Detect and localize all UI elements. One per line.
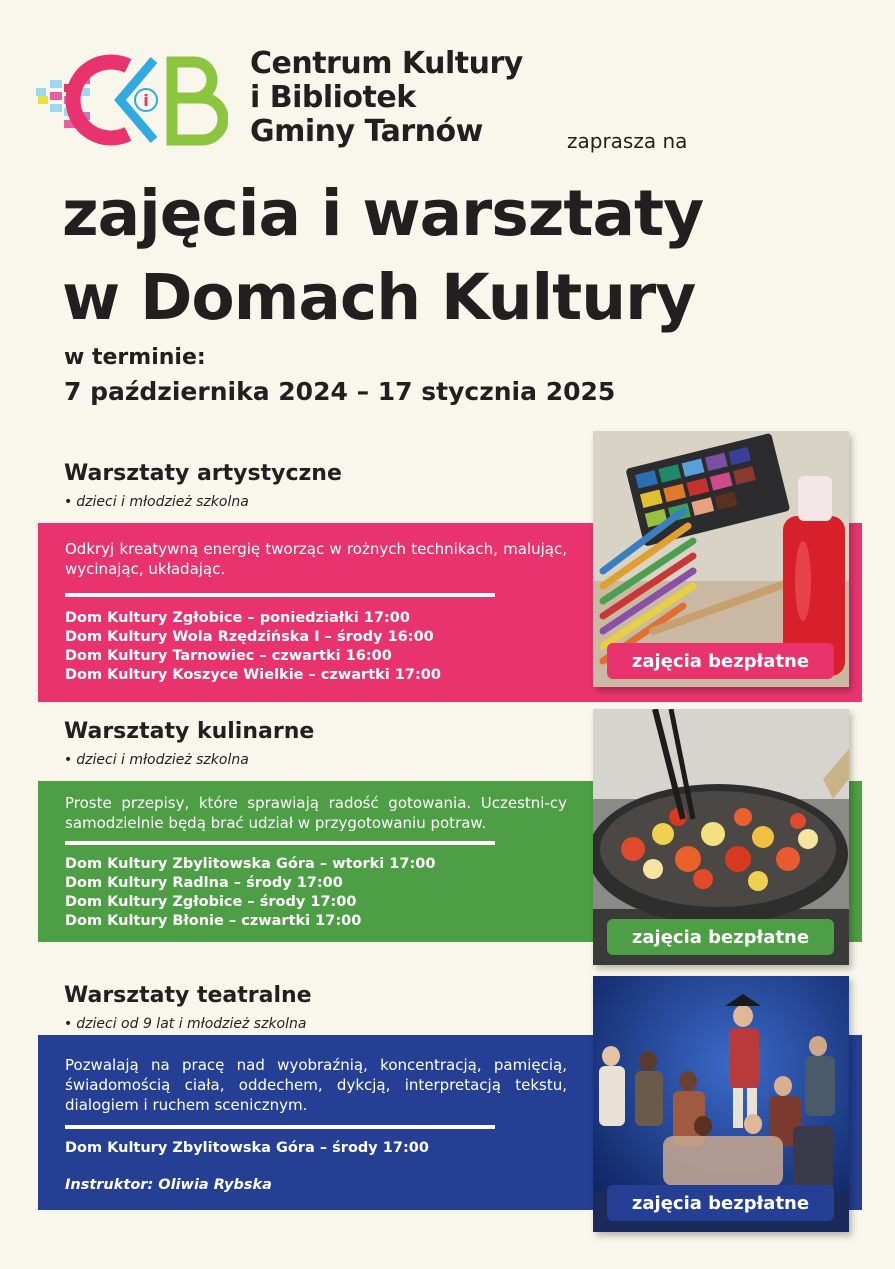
- invites-text: zaprasza na: [567, 129, 688, 153]
- cooking-pan-photo-icon: [593, 709, 849, 965]
- venue-item: Dom Kultury Zgłobice – poniedziałki 17:00: [65, 610, 410, 626]
- section-audience-cooking: • dzieci i młodzież szkolna: [64, 752, 249, 768]
- free-badge: zajęcia bezpłatne: [607, 643, 834, 679]
- venue-item: Dom Kultury Wola Rzędzińska I – środy 16:00: [65, 629, 434, 645]
- theatre-description: Pozwalają na pracę nad wyobraźnią, koncentracją, pamięcią, świadomością ciała, oddechem, dykcją, interpretacją tekstu, dialogiem i ruchem scenicznym.: [65, 1056, 567, 1114]
- divider: [65, 1125, 495, 1129]
- art-supplies-photo-icon: [593, 431, 849, 687]
- section-title-theatre: Warsztaty teatralne: [64, 983, 312, 1008]
- venue-item: Dom Kultury Błonie – czwartki 17:00: [65, 913, 362, 929]
- theatre-venue-list: [65, 1139, 429, 1158]
- instructor-name: Instruktor: Oliwia Rybska: [65, 1177, 272, 1193]
- free-badge: zajęcia bezpłatne: [607, 1185, 834, 1221]
- section-title-art: Warsztaty artystyczne: [64, 461, 342, 486]
- venue-item: Dom Kultury Koszyce Wielkie – czwartki 17:00: [65, 667, 441, 683]
- divider: [65, 593, 495, 597]
- org-name-line: i Bibliotek: [250, 80, 416, 115]
- section-audience-art: • dzieci i młodzież szkolna: [64, 494, 249, 510]
- section-title-cooking: Warsztaty kulinarne: [64, 719, 315, 744]
- headline-line-1: zajęcia i warsztaty: [62, 177, 704, 250]
- org-name-line: Centrum Kultury: [250, 46, 523, 81]
- cooking-venue-list: [65, 855, 435, 931]
- audience-text: dzieci od 9 lat i młodzież szkolna: [76, 1016, 307, 1032]
- organization-name: [250, 47, 523, 149]
- org-name-line: Gminy Tarnów: [250, 114, 483, 149]
- divider: [65, 841, 495, 845]
- term-label: w terminie:: [64, 345, 206, 370]
- section-audience-theatre: • dzieci od 9 lat i młodzież szkolna: [64, 1016, 307, 1032]
- term-dates: 7 października 2024 – 17 stycznia 2025: [64, 377, 616, 406]
- venue-item: Dom Kultury Zbylitowska Góra – wtorki 17:00: [65, 856, 436, 872]
- venue-item: Dom Kultury Zgłobice – środy 17:00: [65, 894, 357, 910]
- art-description: Odkryj kreatywną energię tworząc w rożnych technikach, malując, wycinając, układając.: [65, 540, 567, 578]
- venue-item: Dom Kultury Tarnowiec – czwartki 16:00: [65, 648, 392, 664]
- cooking-description: Proste przepisy, które sprawiają radość gotowania. Uczestni-cy samodzielnie będą brać udział w przygotowaniu potraw.: [65, 794, 567, 832]
- venue-item: Dom Kultury Zbylitowska Góra – środy 17:00: [65, 1140, 429, 1156]
- headline-line-2: w Domach Kultury: [62, 261, 696, 334]
- theatre-stage-photo-icon: [593, 976, 849, 1232]
- audience-text: dzieci i młodzież szkolna: [76, 752, 249, 768]
- art-venue-list: [65, 609, 441, 685]
- ckib-logo-icon: [36, 48, 228, 152]
- audience-text: dzieci i młodzież szkolna: [76, 494, 249, 510]
- free-badge: zajęcia bezpłatne: [607, 919, 834, 955]
- venue-item: Dom Kultury Radlna – środy 17:00: [65, 875, 343, 891]
- logo-letter: i: [143, 91, 149, 110]
